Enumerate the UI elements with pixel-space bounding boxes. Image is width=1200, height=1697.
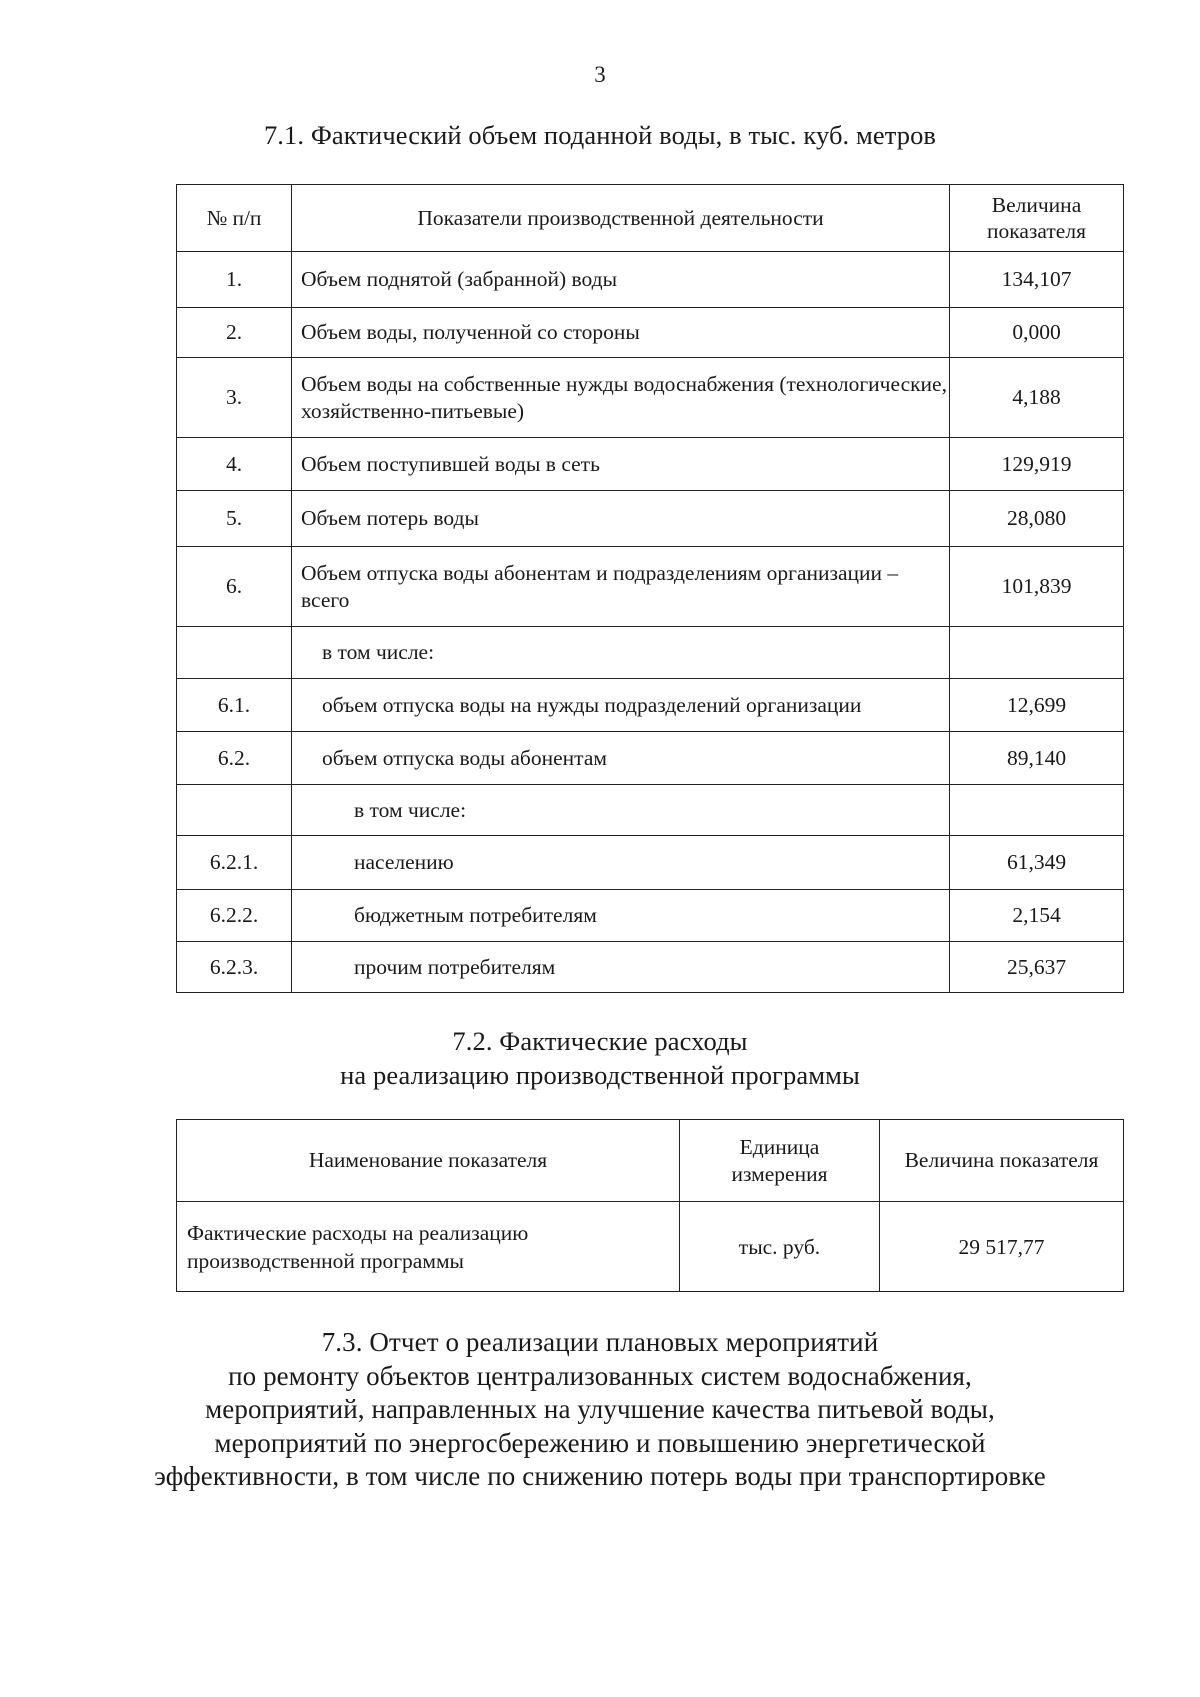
- row-name: объем отпуска воды абонентам: [292, 732, 950, 785]
- table-row: [177, 547, 1124, 627]
- section-7-1-title: 7.1. Фактический объем поданной воды, в тыс. куб. метров: [263, 120, 937, 150]
- expenses-table: [176, 1119, 1124, 1292]
- row-value: [950, 627, 1124, 679]
- row-value: 25,637: [950, 942, 1124, 993]
- row-num: 6.2.: [177, 732, 292, 785]
- table-row: [177, 627, 1124, 679]
- row-name: прочим потребителям: [292, 942, 950, 993]
- row-name: бюджетным потребителям: [292, 890, 950, 942]
- table-row: [177, 1202, 1124, 1292]
- row-name: Объем поднятой (забранной) воды: [292, 252, 950, 308]
- section-7-3-title-line: эффективности, в том числе по снижению потерь воды при транспортировке: [154, 1461, 1046, 1491]
- header-unit: Единица измерения: [680, 1120, 880, 1202]
- table-row: [177, 836, 1124, 890]
- row-value: 134,107: [950, 252, 1124, 308]
- row-value: 12,699: [950, 679, 1124, 732]
- row-name: Объем потерь воды: [292, 491, 950, 547]
- section-7-2-title-line2: на реализацию производственной программы: [340, 1060, 860, 1090]
- row-num: 6.: [177, 547, 292, 627]
- row-name: Объем воды на собственные нужды водоснабжения (технологические, хозяйственно-питьевые): [292, 358, 950, 438]
- row-name: объем отпуска воды на нужды подразделений организации: [292, 679, 950, 732]
- row-value: 129,919: [950, 438, 1124, 491]
- row-num: [177, 785, 292, 836]
- header-indicator: Показатели производственной деятельности: [292, 185, 950, 252]
- row-value: 101,839: [950, 547, 1124, 627]
- section-7-3-title: [0, 1326, 1200, 1494]
- row-value: 89,140: [950, 732, 1124, 785]
- table-row: [177, 438, 1124, 491]
- table-row: [177, 679, 1124, 732]
- row-name: Фактические расходы на реализацию производственной программы: [177, 1202, 680, 1292]
- row-num: 5.: [177, 491, 292, 547]
- page-number: 3: [594, 62, 606, 87]
- table-row: [177, 785, 1124, 836]
- row-num: 6.2.3.: [177, 942, 292, 993]
- row-num: 6.2.1.: [177, 836, 292, 890]
- section-7-3-title-line: мероприятий, направленных на улучшение качества питьевой воды,: [205, 1394, 995, 1424]
- header-num: № п/п: [177, 185, 292, 252]
- table-row: [177, 491, 1124, 547]
- row-value: 28,080: [950, 491, 1124, 547]
- row-num: [177, 627, 292, 679]
- table-row: [177, 358, 1124, 438]
- row-unit: тыс. руб.: [680, 1202, 880, 1292]
- section-7-3-title-line: 7.3. Отчет о реализации плановых мероприятий: [321, 1327, 879, 1357]
- row-value: 61,349: [950, 836, 1124, 890]
- row-value: [950, 785, 1124, 836]
- row-value: 4,188: [950, 358, 1124, 438]
- table-row: [177, 252, 1124, 308]
- row-name: в том числе:: [292, 627, 950, 679]
- row-num: 1.: [177, 252, 292, 308]
- row-value: 2,154: [950, 890, 1124, 942]
- header-value: Величина показателя: [950, 185, 1124, 252]
- row-num: 6.2.2.: [177, 890, 292, 942]
- section-7-2-title: [0, 1024, 1200, 1092]
- row-num: 3.: [177, 358, 292, 438]
- table-row: [177, 308, 1124, 358]
- row-name: Объем воды, полученной со стороны: [292, 308, 950, 358]
- row-name: населению: [292, 836, 950, 890]
- water-volume-table: [176, 184, 1124, 993]
- table-row: [177, 732, 1124, 785]
- header-value: Величина показателя: [880, 1120, 1124, 1202]
- row-value: 29 517,77: [880, 1202, 1124, 1292]
- row-name: Объем отпуска воды абонентам и подразделениям организации – всего: [292, 547, 950, 627]
- table-row: [177, 890, 1124, 942]
- section-7-3-title-line: по ремонту объектов централизованных систем водоснабжения,: [228, 1360, 972, 1391]
- table-row: [177, 942, 1124, 993]
- row-num: 6.1.: [177, 679, 292, 732]
- header-name: Наименование показателя: [177, 1120, 680, 1202]
- section-7-2-title-line1: 7.2. Фактические расходы: [452, 1026, 748, 1056]
- row-name: в том числе:: [292, 785, 950, 836]
- row-num: 4.: [177, 438, 292, 491]
- row-name: Объем поступившей воды в сеть: [292, 438, 950, 491]
- row-num: 2.: [177, 308, 292, 358]
- row-value: 0,000: [950, 308, 1124, 358]
- section-7-3-title-line: мероприятий по энергосбережению и повышению энергетической: [214, 1427, 986, 1458]
